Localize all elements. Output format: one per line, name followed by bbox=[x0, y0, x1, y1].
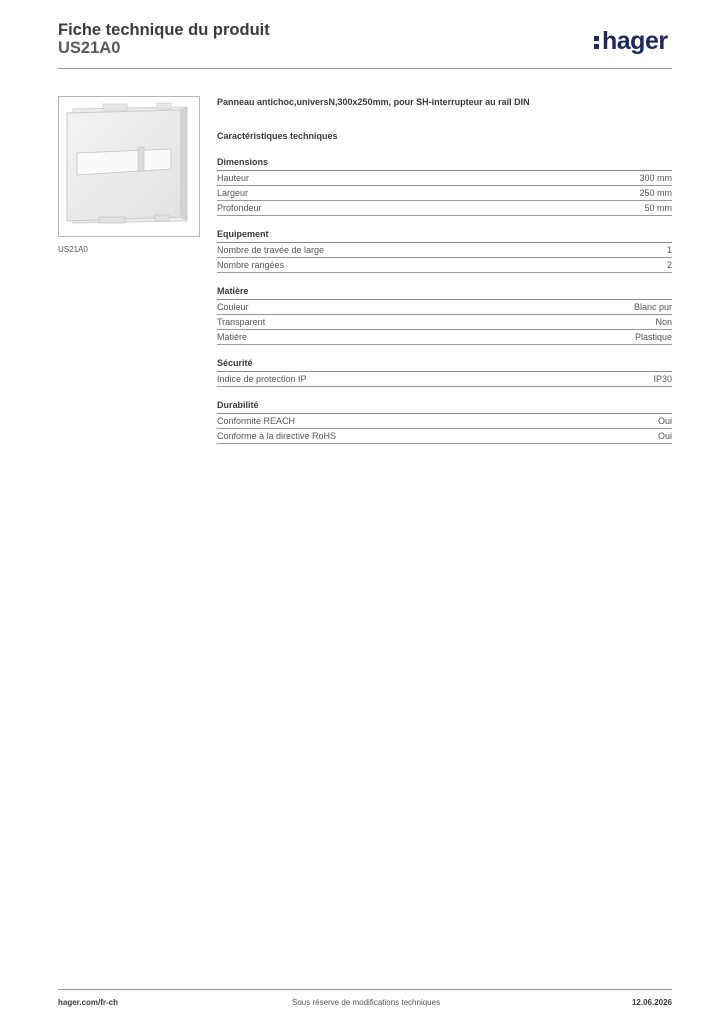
product-image-frame bbox=[58, 96, 200, 237]
spec-label: Nombre rangées bbox=[217, 260, 285, 270]
spec-row bbox=[217, 201, 672, 216]
spec-label: Matière bbox=[217, 332, 248, 342]
specs-heading: Caractéristiques techniques bbox=[217, 131, 338, 141]
panel-product-icon bbox=[59, 97, 199, 236]
spec-value: Oui bbox=[657, 431, 672, 441]
spec-row bbox=[217, 186, 672, 201]
page-title: Fiche technique du produit bbox=[58, 21, 270, 39]
section-durabilite bbox=[217, 399, 672, 444]
footer-divider bbox=[58, 989, 672, 990]
spec-value: 300 mm bbox=[639, 173, 672, 183]
spec-row bbox=[217, 429, 672, 444]
spec-label: Indice de protection IP bbox=[217, 374, 307, 384]
spec-value: 50 mm bbox=[644, 203, 672, 213]
footer-website-link[interactable]: hager.com/fr-ch bbox=[58, 998, 119, 1007]
header-divider bbox=[58, 68, 672, 69]
spec-value: IP30 bbox=[653, 374, 672, 384]
hager-logo bbox=[594, 27, 668, 55]
footer-date: 12.06.2026 bbox=[631, 998, 672, 1007]
section-title: Matière bbox=[217, 285, 672, 300]
spec-label: Conformité REACH bbox=[217, 416, 296, 426]
spec-value: Non bbox=[655, 317, 672, 327]
spec-label: Conforme à la directive RoHS bbox=[217, 431, 337, 441]
spec-label: Profondeur bbox=[217, 203, 262, 213]
spec-row bbox=[217, 315, 672, 330]
spec-row bbox=[217, 372, 672, 387]
product-description: Panneau antichoc,universN,300x250mm, pour SH-interrupteur au rail DIN bbox=[217, 97, 530, 107]
spec-label: Largeur bbox=[217, 188, 249, 198]
spec-value: Oui bbox=[657, 416, 672, 426]
product-code: US21A0 bbox=[58, 39, 121, 57]
product-image-caption: US21A0 bbox=[58, 245, 88, 254]
spec-label: Transparent bbox=[217, 317, 266, 327]
spec-row bbox=[217, 414, 672, 429]
section-title: Dimensions bbox=[217, 156, 672, 171]
spec-row bbox=[217, 171, 672, 186]
spec-row bbox=[217, 258, 672, 273]
spec-label: Nombre de travée de large bbox=[217, 245, 325, 255]
specs-content bbox=[217, 96, 672, 444]
section-matiere bbox=[217, 285, 672, 345]
spec-value: 2 bbox=[666, 260, 672, 270]
footer-disclaimer: Sous réserve de modifications techniques bbox=[292, 998, 441, 1007]
logo-colon-icon bbox=[594, 27, 600, 55]
spec-label: Hauteur bbox=[217, 173, 250, 183]
section-title: Equipement bbox=[217, 228, 672, 243]
spec-row bbox=[217, 300, 672, 315]
spec-label: Couleur bbox=[217, 302, 249, 312]
spec-value: 1 bbox=[666, 245, 672, 255]
section-securite bbox=[217, 357, 672, 387]
section-title: Sécurité bbox=[217, 357, 672, 372]
spec-value: Blanc pur bbox=[633, 302, 672, 312]
section-equipement bbox=[217, 228, 672, 273]
spec-value: Plastique bbox=[634, 332, 672, 342]
section-title: Durabilité bbox=[217, 399, 672, 414]
section-dimensions bbox=[217, 156, 672, 216]
spec-value: 250 mm bbox=[639, 188, 672, 198]
spec-row bbox=[217, 330, 672, 345]
spec-row bbox=[217, 243, 672, 258]
logo-text: hager bbox=[602, 27, 668, 55]
